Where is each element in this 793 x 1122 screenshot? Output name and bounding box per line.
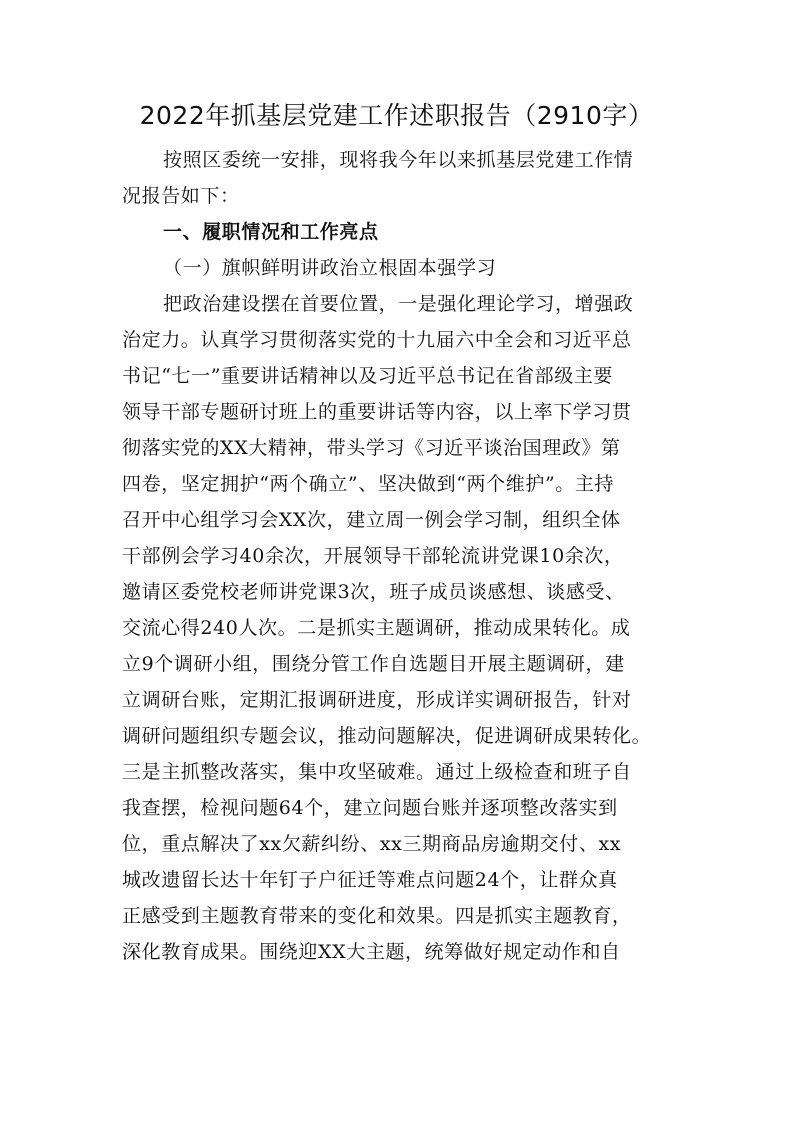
paragraph-line: 领导干部专题研讨班上的重要讲话等内容，以上率下学习贯: [122, 401, 632, 423]
paragraph-line: 交流心得240人次。二是抓实主题调研，推动成果转化。成: [122, 617, 631, 639]
paragraph-line: 立调研台账，定期汇报调研进度，形成详实调研报告，针对: [122, 689, 632, 711]
section-heading: 一、履职情况和工作亮点: [163, 221, 379, 243]
paragraph-line: 邀请区委党校老师讲党课3次，班子成员谈感想、谈感受、: [122, 581, 625, 603]
paragraph-line: 深化教育成果。围绕迎XX大主题，统筹做好规定动作和自: [122, 941, 621, 963]
paragraph-line: 书记“七一”重要讲话精神以及习近平总书记在省部级主要: [122, 365, 614, 387]
document-title: 2022年抓基层党建工作述职报告（2910字）: [139, 101, 654, 130]
paragraph-line: 按照区委统一安排，现将我今年以来抓基层党建工作情: [163, 149, 634, 171]
paragraph-line: 况报告如下：: [122, 185, 240, 207]
paragraph-line: 正感受到主题教育带来的变化和效果。四是抓实主题教育，: [122, 905, 632, 927]
subsection-heading: （一）旗帜鲜明讲政治立根固本强学习: [163, 257, 497, 279]
paragraph-line: 城改遗留长达十年钉子户征迁等难点问题24个，让群众真: [122, 869, 618, 891]
paragraph-line: 治定力。认真学习贯彻落实党的十九届六中全会和习近平总: [122, 329, 632, 351]
paragraph-line: 三是主抓整改落实，集中攻坚破难。通过上级检查和班子自: [122, 761, 632, 783]
paragraph-line: 我查摆，检视问题64个，建立问题台账并逐项整改落实到: [122, 797, 618, 819]
paragraph-line: 位，重点解决了xx欠薪纠纷、xx三期商品房逾期交付、xx: [122, 833, 622, 855]
paragraph-line: 四卷，坚定拥护“两个确立”、坚决做到“两个维护”。主持: [122, 473, 615, 495]
paragraph-line: 立9个调研小组，围绕分管工作自选题目开展主题调研，建: [122, 653, 625, 675]
paragraph-line: 召开中心组学习会XX次，建立周一例会学习制，组织全体: [122, 509, 621, 531]
paragraph-line: 干部例会学习40余次，开展领导干部轮流讲党课10余次，: [122, 545, 624, 567]
paragraph-line: 调研问题组织专题会议，推动问题解决，促进调研成果转化。: [122, 725, 652, 747]
paragraph-line: 彻落实党的XX大精神，带头学习《习近平谈治国理政》第: [122, 437, 621, 459]
paragraph-line: 把政治建设摆在首要位置，一是强化理论学习，增强政: [163, 293, 634, 315]
